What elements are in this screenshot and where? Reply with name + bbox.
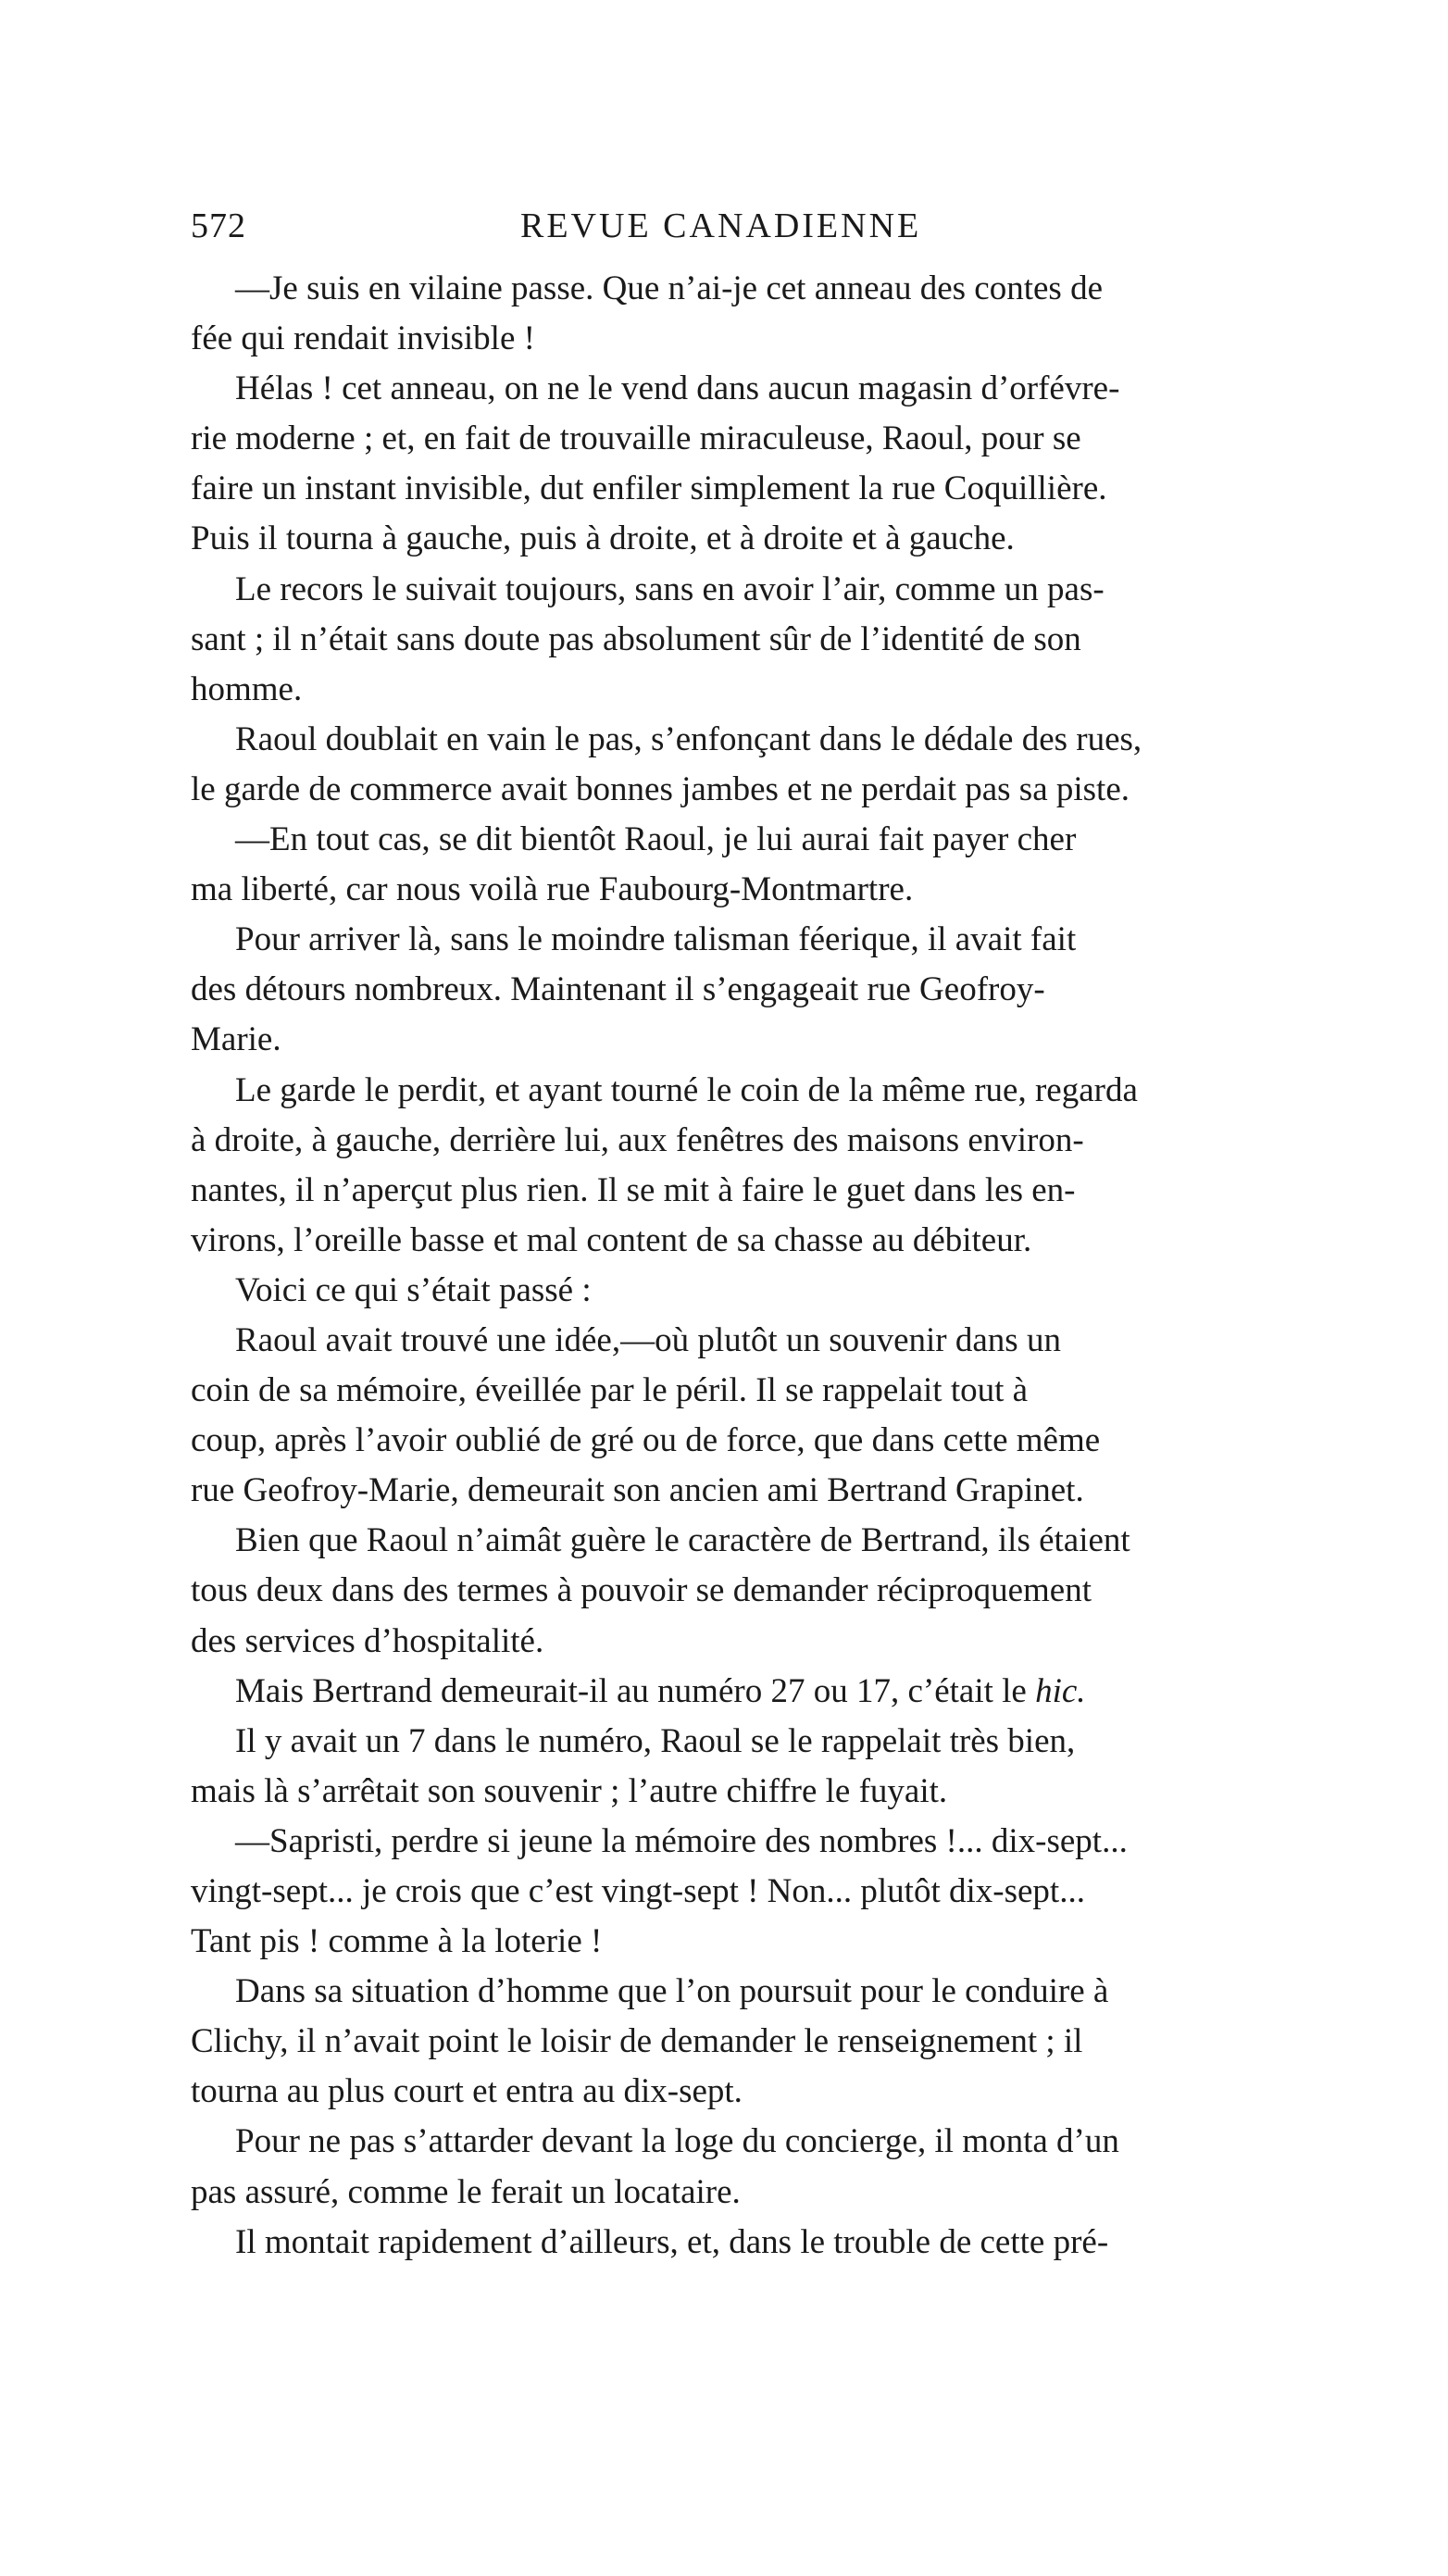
text-line: Il y avait un 7 dans le numéro, Raoul se le rappelait très bien, — [235, 1721, 1076, 1760]
text-line: Hélas ! cet anneau, on ne le vend dans aucun magasin d’orfévre- — [235, 369, 1120, 408]
text-line: Le garde le perdit, et ayant tourné le coin de la même rue, regarda — [235, 1070, 1138, 1109]
text-line: coup, après l’avoir oublié de gré ou de force, que dans cette même — [191, 1421, 1101, 1460]
text-line: Voici ce qui s’était passé : — [235, 1270, 592, 1309]
text-line: Bien que Raoul n’aimât guère le caractère de Bertrand, ils étaient — [235, 1521, 1130, 1560]
text-line: à droite, à gauche, derrière lui, aux fenêtres des maisons environ- — [191, 1120, 1084, 1159]
text-line: Dans sa situation d’homme que l’on poursuit pour le conduire à — [235, 1972, 1109, 2011]
page-header — [191, 206, 1302, 252]
text-line: faire un instant invisible, dut enfiler simplement la rue Coquillière. — [191, 469, 1107, 508]
text-line: le garde de commerce avait bonnes jambes et ne perdait pas sa piste. — [191, 769, 1130, 808]
text-line: coin de sa mémoire, éveillée par le péril. Il se rappelait tout à — [191, 1371, 1029, 1410]
text-line: pas assuré, comme le ferait un locataire. — [191, 2172, 741, 2211]
text-line: rie moderne ; et, en fait de trouvaille miraculeuse, Raoul, pour se — [191, 419, 1081, 458]
text-line: sant ; il n’était sans doute pas absolument sûr de l’identité de son — [191, 619, 1081, 658]
text-line: Mais Bertrand demeurait-il au numéro 27 ou 17, c’était le hic. — [235, 1671, 1086, 1710]
text-line: Marie. — [191, 1020, 281, 1059]
text-line: ma liberté, car nous voilà rue Faubourg-Montmartre. — [191, 870, 914, 909]
text-line: Raoul doublait en vain le pas, s’enfonçant dans le dédale des rues, — [235, 719, 1142, 758]
text-line: Pour ne pas s’attarder devant la loge du concierge, il monta d’un — [235, 2122, 1119, 2161]
text-line: —Sapristi, perdre si jeune la mémoire des nombres !... dix-sept... — [235, 1821, 1128, 1860]
text-line: virons, l’oreille basse et mal content de sa chasse au débiteur. — [191, 1220, 1032, 1259]
running-title: REVUE CANADIENNE — [520, 206, 922, 245]
text-line: rue Geofroy-Marie, demeurait son ancien ami Bertrand Grapinet. — [191, 1471, 1084, 1510]
page-number: 572 — [191, 206, 246, 245]
text-line: vingt-sept... je crois que c’est vingt-sept ! Non... plutôt dix-sept... — [191, 1872, 1085, 1910]
text-line: tourna au plus court et entra au dix-sept. — [191, 2072, 743, 2111]
text-line: nantes, il n’aperçut plus rien. Il se mit à faire le guet dans les en- — [191, 1170, 1076, 1209]
text-line: Tant pis ! comme à la loterie ! — [191, 1922, 603, 1961]
text-line: Puis il tourna à gauche, puis à droite, et à droite et à gauche. — [191, 519, 1015, 558]
text-line: des détours nombreux. Maintenant il s’engageait rue Geofroy- — [191, 970, 1045, 1009]
italic-word: hic. — [1035, 1671, 1086, 1710]
text-line: tous deux dans des termes à pouvoir se demander réciproquement — [191, 1571, 1092, 1610]
text-line: Il montait rapidement d’ailleurs, et, dans le trouble de cette pré- — [235, 2222, 1109, 2261]
text-line: —Je suis en vilaine passe. Que n’ai-je cet anneau des contes de — [235, 269, 1103, 307]
text-line: fée qui rendait invisible ! — [191, 319, 535, 358]
text-line: des services d’hospitalité. — [191, 1621, 544, 1660]
text-line: Pour arriver là, sans le moindre talisman féerique, il avait fait — [235, 920, 1077, 959]
text-line: Clichy, il n’avait point le loisir de demander le renseignement ; il — [191, 2022, 1083, 2061]
body-text — [191, 264, 1367, 2268]
text-line: —En tout cas, se dit bientôt Raoul, je lui aurai fait payer cher — [235, 820, 1077, 859]
text-line: Le recors le suivait toujours, sans en avoir l’air, comme un pas- — [235, 569, 1105, 608]
text-line: Raoul avait trouvé une idée,—où plutôt un souvenir dans un — [235, 1320, 1061, 1359]
text-line: homme. — [191, 669, 303, 708]
text-line: mais là s’arrêtait son souvenir ; l’autre chiffre le fuyait. — [191, 1771, 948, 1810]
